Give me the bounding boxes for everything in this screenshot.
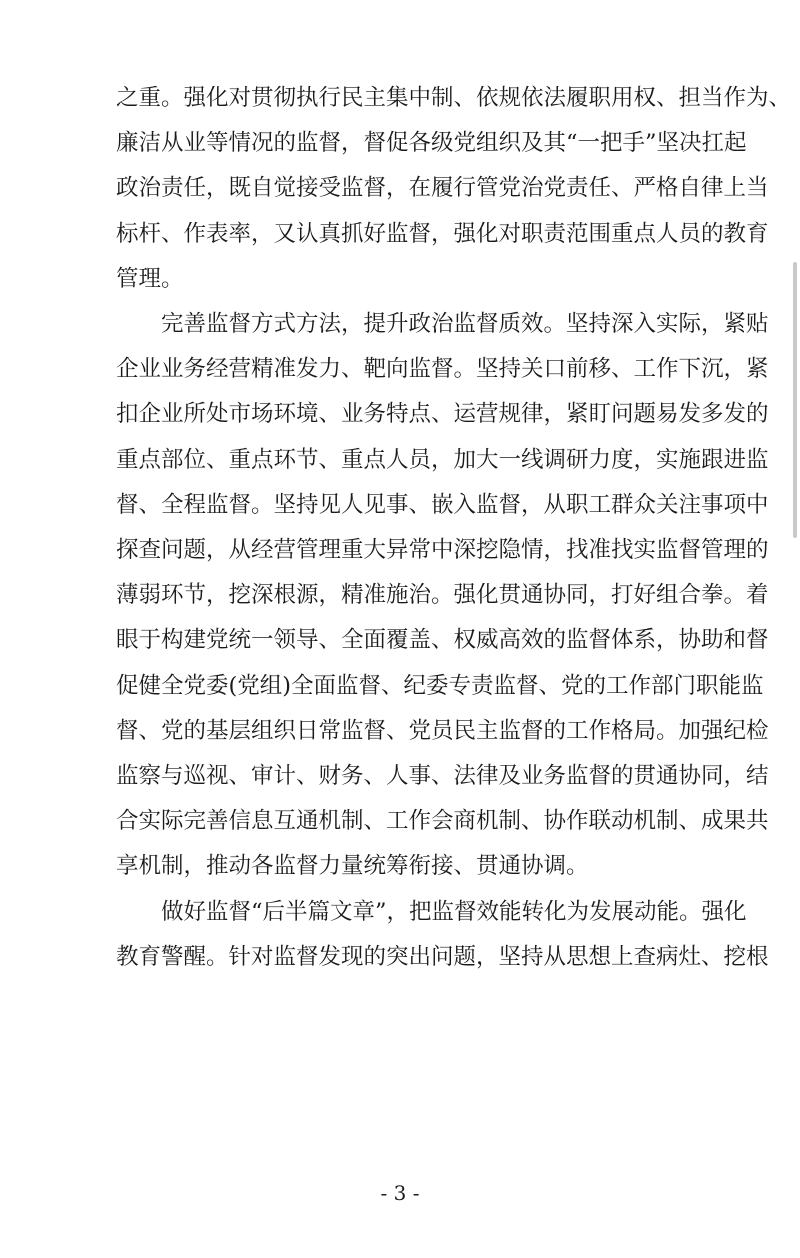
paragraph-1-line-5: 管理。 [116, 266, 184, 292]
paragraph-2-line-3: 扣企业所处市场环境、业务特点、运营规律，紧盯问题易发多发的 [116, 401, 769, 427]
page-number: - 3 - [380, 1181, 420, 1205]
paragraph-2-line-12: 合实际完善信息互通机制、工作会商机制、协作联动机制、成果共 [116, 808, 769, 834]
paragraph-2-line-4: 重点部位、重点环节、重点人员，加大一线调研力度，实施跟进监 [116, 447, 769, 473]
scrollbar-thumb[interactable] [793, 262, 797, 538]
paragraph-2-line-8: 眼于构建党统一领导、全面覆盖、权威高效的监督体系，协助和督 [116, 627, 769, 653]
paragraph-1-line-2: 廉洁从业等情况的监督，督促各级党组织及其“一把手”坚决扛起 [116, 130, 747, 156]
paragraph-1-line-1: 之重。强化对贯彻执行民主集中制、依规依法履职用权、担当作为、 [116, 85, 792, 111]
paragraph-2-line-2: 企业业务经营精准发力、靶向监督。坚持关口前移、工作下沉，紧 [116, 356, 769, 382]
paragraph-2-line-5: 督、全程监督。坚持见人见事、嵌入监督，从职工群众关注事项中 [116, 492, 769, 518]
paragraph-2-line-13: 享机制，推动各监督力量统筹衔接、贯通协调。 [116, 853, 589, 879]
paragraph-2-line-10: 督、党的基层组织日常监督、党员民主监督的工作格局。加强纪检 [116, 718, 769, 744]
paragraph-1-line-4: 标杆、作表率，又认真抓好监督，强化对职责范围重点人员的教育 [116, 221, 769, 247]
paragraph-2-line-11: 监察与巡视、审计、财务、人事、法律及业务监督的贯通协同，结 [116, 763, 769, 789]
paragraph-3-line-1: 做好监督“后半篇文章”，把监督效能转化为发展动能。强化 [161, 899, 747, 925]
paragraph-3-line-2: 教育警醒。针对监督发现的突出问题，坚持从思想上查病灶、挖根 [116, 944, 769, 970]
paragraph-2-line-7: 薄弱环节，挖深根源，精准施治。强化贯通协同，打好组合拳。着 [116, 582, 769, 608]
paragraph-1-line-3: 政治责任，既自觉接受监督，在履行管党治党责任、严格自律上当 [116, 175, 769, 201]
paragraph-2-line-6: 探查问题，从经营管理重大异常中深挖隐情，找准找实监督管理的 [116, 537, 769, 563]
paragraph-2-line-9: 促健全党委(党组)全面监督、纪委专责监督、党的工作部门职能监 [116, 673, 764, 699]
scrollbar[interactable] [790, 0, 800, 1258]
paragraph-2-line-1: 完善监督方式方法，提升政治监督质效。坚持深入实际，紧贴 [161, 311, 769, 337]
